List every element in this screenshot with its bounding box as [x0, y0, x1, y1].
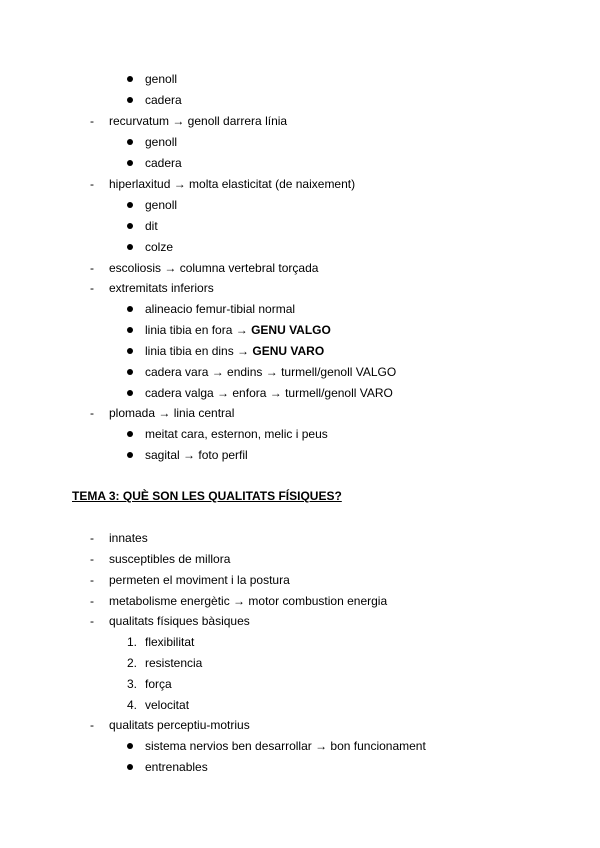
list-item-text: metabolisme energètic → motor combustion energia	[109, 594, 388, 608]
section-heading: TEMA 3: QUÈ SON LES QUALITATS FÍSIQUES?	[72, 489, 342, 503]
list-item-text: qualitats perceptiu-motrius	[109, 718, 250, 732]
bullet-icon	[127, 202, 133, 208]
list-number: 4.	[127, 698, 138, 712]
list-item-text: recurvatum → genoll darrera línia	[109, 114, 288, 128]
dash-icon: -	[90, 531, 94, 545]
bullet-icon	[127, 97, 133, 103]
bullet-icon	[127, 348, 133, 354]
dash-icon: -	[90, 718, 94, 732]
bullet-icon	[127, 139, 133, 145]
list-number: 3.	[127, 677, 138, 691]
dash-icon: -	[90, 177, 94, 191]
list-item-text: hiperlaxitud → molta elasticitat (de naixement)	[109, 177, 356, 191]
bullet-icon	[127, 160, 133, 166]
list-item-text: cadera vara → endins → turmell/genoll VALGO	[145, 365, 397, 379]
list-item-strong-text: GENU VARO	[252, 344, 325, 358]
list-item-text: dit	[145, 219, 158, 233]
list-item-strong-text: GENU VALGO	[251, 323, 331, 337]
list-item-text: velocitat	[145, 698, 190, 712]
list-item-text: genoll	[145, 135, 178, 149]
dash-icon: -	[90, 406, 94, 420]
bullet-icon	[127, 743, 133, 749]
bullet-icon	[127, 431, 133, 437]
list-item-plain-text: linia tibia en dins →	[145, 344, 253, 358]
dash-icon: -	[90, 552, 94, 566]
list-item-text: força	[145, 677, 172, 691]
list-number: 2.	[127, 656, 138, 670]
dash-icon: -	[90, 614, 94, 628]
list-item-text: sagital → foto perfil	[145, 448, 248, 462]
bullet-icon	[127, 369, 133, 375]
list-item-text: genoll	[145, 198, 178, 212]
list-item-text: entrenables	[145, 760, 208, 774]
bullet-icon	[127, 452, 133, 458]
list-item-text: sistema nervios ben desarrollar → bon funcionament	[145, 739, 426, 753]
list-item-text: permeten el moviment i la postura	[109, 573, 290, 587]
dash-icon: -	[90, 573, 94, 587]
list-item-text: alineacio femur-tibial normal	[145, 302, 296, 316]
list-item-text: innates	[109, 531, 148, 545]
list-item-plain-text: linia tibia en fora →	[145, 323, 252, 337]
dash-icon: -	[90, 594, 94, 608]
list-number: 1.	[127, 635, 138, 649]
dash-icon: -	[90, 114, 94, 128]
list-item-text: qualitats físiques bàsiques	[109, 614, 250, 628]
list-item-text: meitat cara, esternon, melic i peus	[145, 427, 328, 441]
list-item-text	[145, 344, 324, 359]
list-item-text	[145, 323, 331, 338]
bullet-icon	[127, 327, 133, 333]
list-item-text: colze	[145, 240, 174, 254]
list-item-text: cadera	[145, 93, 182, 107]
bullet-icon	[127, 764, 133, 770]
bullet-icon	[127, 223, 133, 229]
bullet-icon	[127, 244, 133, 250]
list-item-text: plomada → linia central	[109, 406, 235, 420]
bullet-icon	[127, 76, 133, 82]
bullet-icon	[127, 390, 133, 396]
list-item-text: escoliosis → columna vertebral torçada	[109, 261, 319, 275]
list-item-text: flexibilitat	[145, 635, 195, 649]
dash-icon: -	[90, 261, 94, 275]
list-item-text: genoll	[145, 72, 178, 86]
list-item-text: cadera	[145, 156, 182, 170]
list-item-text: susceptibles de millora	[109, 552, 231, 566]
list-item-text: extremitats inferiors	[109, 281, 214, 295]
list-item-text: cadera valga → enfora → turmell/genoll VARO	[145, 386, 393, 400]
dash-icon: -	[90, 281, 94, 295]
list-item-text: resistencia	[145, 656, 203, 670]
bullet-icon	[127, 306, 133, 312]
